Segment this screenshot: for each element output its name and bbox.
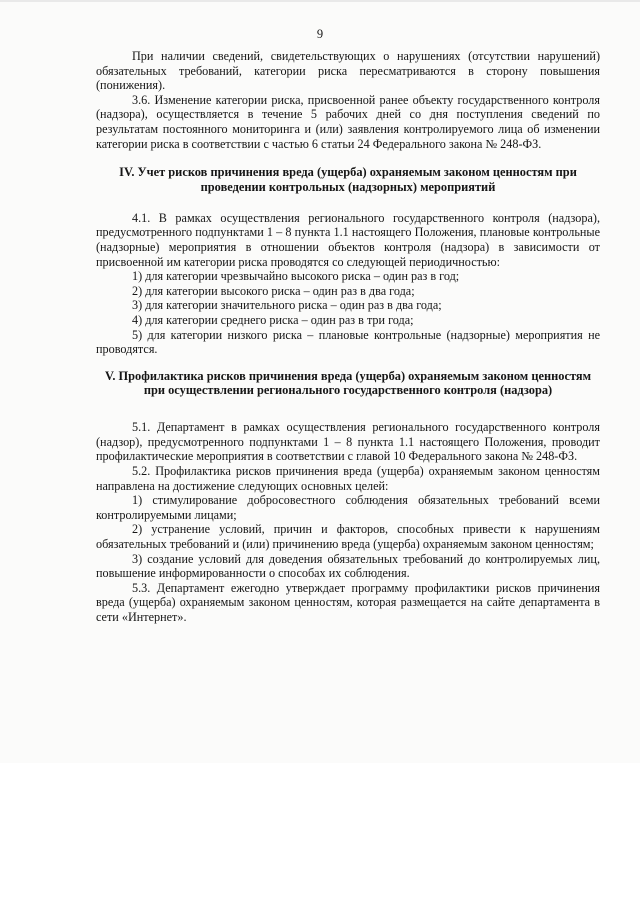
section-heading-v: V. Профилактика рисков причинения вреда (ущерба) охраняемым законом ценностям при осуществлении регионального государственного контроля (надзора) [104,368,592,398]
list-item-risk-2: 2) для категории высокого риска – один раз в два года; [132,283,415,298]
list-item-risk-3: 3) для категории значительного риска – один раз в два года; [132,298,442,313]
page-number: 9 [316,27,324,41]
list-item-goal-2: 2) устранение условий, причин и факторов, способных привести к нарушениям обязательных требований и (или) причинению вреда (ущерба) охраняемым законом ценностям; [96,522,600,552]
paragraph-5-3: 5.3. Департамент ежегодно утверждает программу профилактики рисков причинения вреда (ущерба) охраняемым законом ценностям, которая размещается на сайте департамента в сети «Интернет». [96,580,600,624]
document-body [96,49,600,625]
paragraph-risk-review: При наличии сведений, свидетельствующих о нарушениях (отсутствии нарушений) обязательных требований, категории риска пересматриваются в сторону повышения (понижения). [96,49,600,93]
section-heading-iv: IV. Учет рисков причинения вреда (ущерба) охраняемым законом ценностям при проведении контрольных (надзорных) мероприятий [119,165,577,194]
paragraph-5-1: 5.1. Департамент в рамках осуществления регионального государственного контроля (надзор), предусмотренного подпунктами 1 – 8 пункта 1.1 настоящего Положения, проводит профилактические мероприятия в соответствии с главой 10 Федерального закона № 248-ФЗ. [96,420,600,464]
list-item-risk-5: 5) для категории низкого риска – плановые контрольные (надзорные) мероприятия не проводятся. [96,327,600,357]
paragraph-5-2: 5.2. Профилактика рисков причинения вреда (ущерба) охраняемым законом ценностям направлена на достижение следующих основных целей: [96,464,600,493]
paragraph-4-1: 4.1. В рамках осуществления регионального государственного контроля (надзора), предусмотренного подпунктами 1 – 8 пункта 1.1 настоящего Положения, плановые контрольные (надзорные) мероприятия в отношении объектов контроля (надзора) в зависимости от присвоенной им категории риска проводятся со следующей периодичностью: [96,210,600,269]
list-item-risk-4: 4) для категории среднего риска – один раз в три года; [132,312,414,327]
paragraph-3-6: 3.6. Изменение категории риска, присвоенной ранее объекту государственного контроля (надзора), осуществляется в течение 5 рабочих дней со дня поступления сведений по результатам постоянного мониторинга и (или) заявления контролируемого лица об изменении категории риска в соответствии с частью 6 статьи 24 Федерального закона № 248-ФЗ. [96,92,600,151]
page-edge [0,0,640,2]
list-item-risk-1: 1) для категории чрезвычайно высокого риска – один раз в год; [132,269,460,284]
list-item-goal-1: 1) стимулирование добросовестного соблюдения обязательных требований всеми контролируемыми лицами; [96,493,600,522]
list-item-goal-3: 3) создание условий для доведения обязательных требований до контролируемых лиц, повышение информированности о способах их соблюдения. [96,551,600,581]
